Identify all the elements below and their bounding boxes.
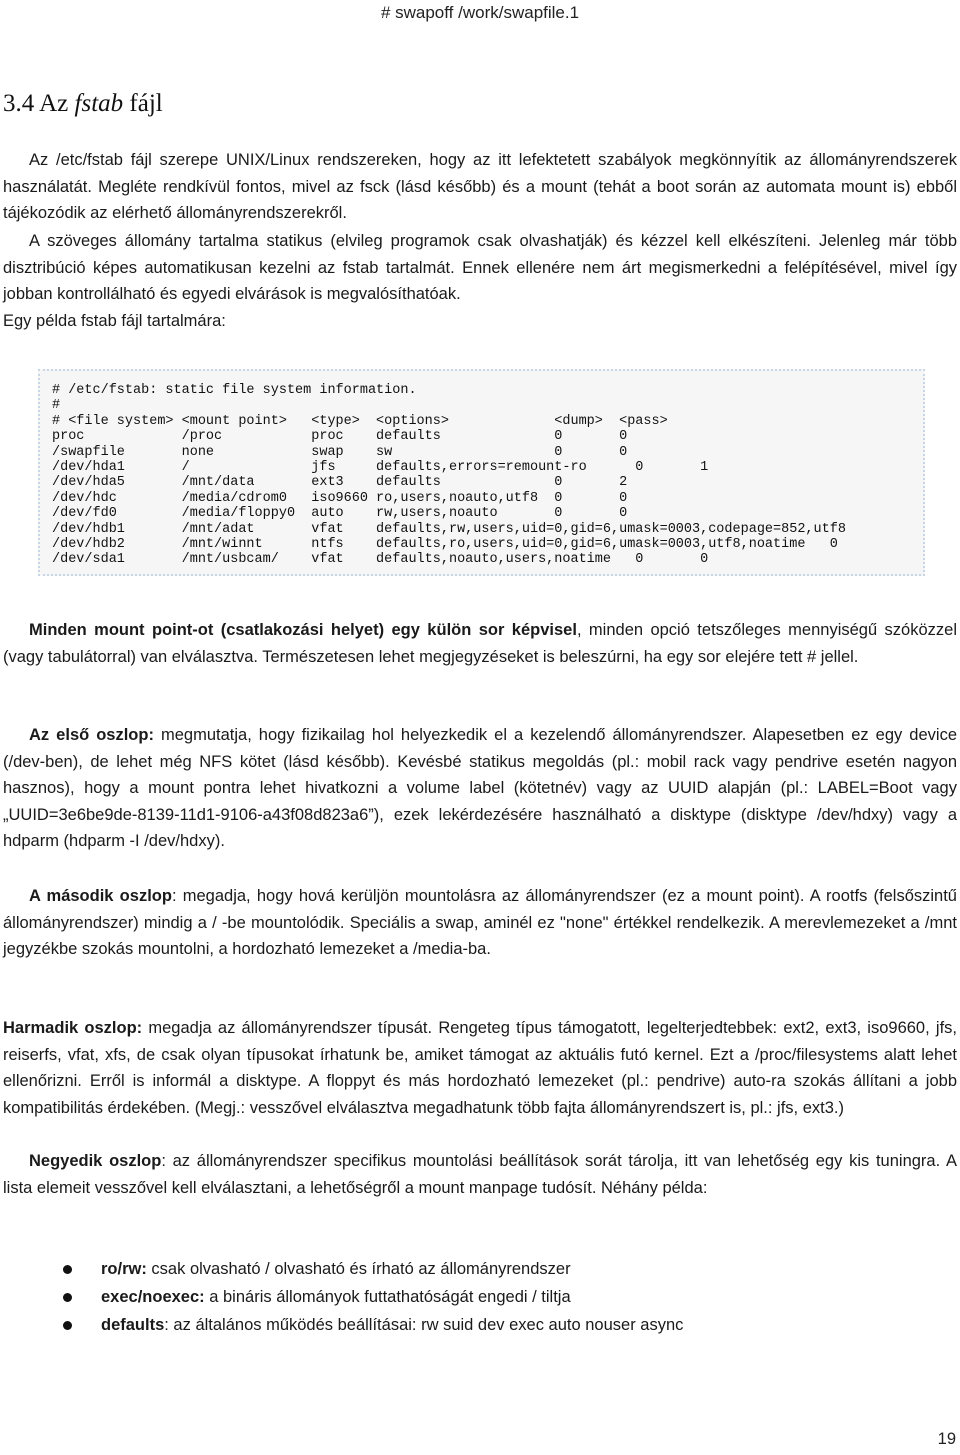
option-description: a bináris állományok futtathatóságát engedi / tiltja — [204, 1288, 571, 1306]
section-title — [3, 90, 163, 118]
code-line: # <file system> <mount point> <type> <options> <dump> <pass> — [52, 413, 668, 429]
section-number: 3.4 Az — [3, 90, 75, 117]
code-line: /dev/hdb1 /mnt/adat vfat defaults,rw,users,uid=0,gid=6,umask=0003,codepage=852,utf8 — [52, 521, 846, 537]
code-line: proc /proc proc defaults 0 0 — [52, 429, 628, 445]
page-header-command: # swapoff /work/swapfile.1 — [380, 3, 580, 22]
column-3-heading: Harmadik oszlop: — [3, 1019, 143, 1037]
intro-text-2: A szöveges állomány tartalma statikus (elvileg programok csak olvashatják) és kézzel kell elkészíteni. Jelenleg már több disztribúció képes automatikusan kezelni az fstab tartalmát. Ennek ellenére nem árt megismerkedni a felépítésével, mivel így jobban kontrollálható és egyedi elvárások is megvalósíthatóak. — [3, 232, 957, 303]
list-item — [0, 1283, 960, 1311]
column-4-text: : az állományrendszer specifikus mountolási beállítások sorát tárolja, itt van lehetőség egy kis tuningra. A lista elemeit vesszővel kell elválasztani, a lehetőségről a mount manpage tudósít. Néhány példa: — [3, 1152, 957, 1197]
code-line: /dev/hdb2 /mnt/winnt ntfs defaults,ro,users,uid=0,gid=6,umask=0003,utf8,noatime 0 — [52, 537, 838, 553]
fstab-code-text — [40, 371, 923, 568]
code-line: # /etc/fstab: static file system information. — [52, 383, 417, 398]
intro-paragraph-1 — [3, 147, 957, 227]
column-1-paragraph — [3, 722, 957, 855]
code-line: /dev/fd0 /media/floppy0 auto rw,users,noauto 0 0 — [52, 506, 628, 522]
code-line: /dev/hdc /media/cdrom0 iso9660 ro,users,noauto,utf8 0 0 — [52, 490, 628, 506]
list-item — [0, 1255, 960, 1283]
option-description: csak olvasható / olvasható és írható az állományrendszer — [146, 1260, 571, 1278]
column-2-paragraph — [3, 883, 957, 963]
intro-paragraph-2 — [3, 228, 957, 308]
bullet-icon — [63, 1265, 72, 1274]
code-line: /swapfile none swap sw 0 0 — [52, 444, 628, 460]
option-description: : az általános működés beállításai: rw suid dev exec auto nouser async — [164, 1316, 684, 1334]
page-number: 19 — [937, 1430, 956, 1448]
column-1-heading: Az első oszlop: — [29, 726, 154, 744]
column-1-text: megmutatja, hogy fizikailag hol helyezkedik el a kezelendő állományrendszer. Alapesetben ez egy device (/dev-ben), de lehet még NFS kötet (lásd később). Kevésbé statikus megoldás (pl.: mobil rack vagy pendrive esetén nagyon hasznos), hogy a mount pontra lehet hivatkozni a volume label (kötetnév) vagy az UUID alapján (pl.: LABEL=Boot vagy „UUID=3e6be9de-8139-11d1-9106-a43f08d823a6”), ezek lekérdezésére használható a disktype (disktype /dev/hdxy) vagy a hdparm (hdparm -I /dev/hdxy). — [3, 726, 958, 850]
option-name: ro/rw: — [101, 1260, 147, 1278]
option-name: exec/noexec: — [101, 1288, 205, 1306]
section-suffix: fájl — [123, 90, 163, 117]
bullet-icon — [63, 1321, 72, 1330]
column-4-heading: Negyedik oszlop — [29, 1152, 162, 1170]
column-2-heading: A második oszlop — [29, 887, 172, 905]
column-4-paragraph — [3, 1148, 957, 1201]
list-item — [0, 1311, 960, 1339]
mount-point-bold: Minden mount point-ot (csatlakozási helyet) egy külön sor képvisel — [29, 621, 577, 639]
mount-point-text: , minden opció tetszőleges mennyiségű szóközzel (vagy tabulátorral) van elválasztva. Természetesen lehet megjegyzéseket is beleszúrni, ha egy sor elejére tett # jellel. — [3, 621, 958, 666]
code-line: /dev/hda5 /mnt/data ext3 defaults 0 2 — [52, 475, 628, 491]
option-name: defaults — [101, 1316, 165, 1334]
code-line: /dev/sda1 /mnt/usbcam/ vfat defaults,noauto,users,noatime 0 0 — [52, 552, 709, 568]
code-line: /dev/hda1 / jfs defaults,errors=remount-ro 0 1 — [52, 460, 709, 476]
section-name-fstab: fstab — [74, 90, 124, 117]
column-3-text: megadja az állományrendszer típusát. Rengeteg típus támogatott, legelterjedtebbek: ext2, ext3, iso9660, jfs, reiserfs, vfat, xfs, de csak olyan típusokat írhatunk be, amiket támogat az aktuális futó kernel. Ezt a /proc/filesystems alatt lehet ellenőrizni. Erről is informál a disktype. A floppyt és más hordozható lemezeket (pl.: pendrive) auto-ra szokás állítani a jobb kompatibilitás érdekében. (Megj.: vesszővel elválasztva megadhatunk több fajta állományrendszert is, pl.: jfs, ext3.) — [3, 1019, 957, 1117]
bullet-icon — [63, 1293, 72, 1302]
intro-text-1: Az /etc/fstab fájl szerepe UNIX/Linux rendszereken, hogy az itt lefektetett szabályok megkönnyítik az állományrendszerek használatát. Megléte rendkívül fontos, mivel az fsck (lásd később) és a mount (tehát a boot során az automata mount is) ebből tájékozódik az elérhető állományrendszerekről. — [3, 151, 957, 222]
column-2-text: : megadja, hogy hová kerüljön mountolásra az állományrendszer (ez a mount point). A rootfs (felsőszintű állományrendszer) mindig a / -be mountolódik. Speciális a swap, aminél ez "none" értékkel rendelkezik. A merevlemezeket a /mnt jegyzékbe szokás mountolni, a hordozható lemezeket a /media-ba. — [3, 887, 957, 958]
fstab-code-example — [38, 369, 925, 576]
column-3-paragraph — [3, 1015, 957, 1121]
intro-paragraph-3 — [3, 308, 957, 335]
mount-options-list — [0, 1255, 960, 1339]
code-line: # — [52, 398, 61, 414]
intro-text-3: Egy példa fstab fájl tartalmára: — [3, 312, 226, 330]
mount-point-paragraph — [3, 617, 957, 670]
